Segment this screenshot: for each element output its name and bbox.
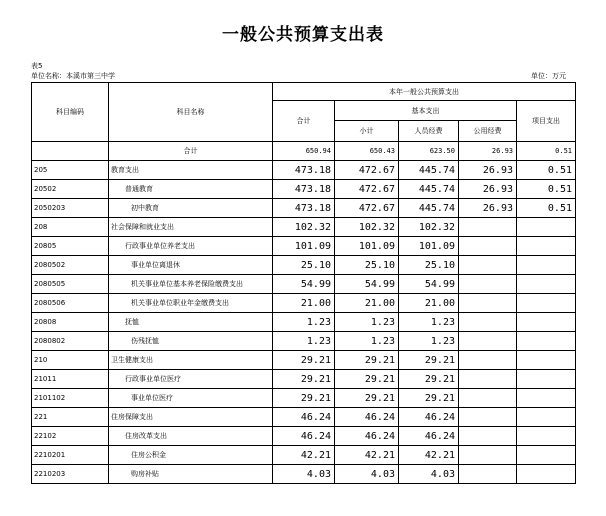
cell-total: 473.18 xyxy=(273,199,335,218)
cell-project xyxy=(517,389,576,408)
table-row xyxy=(32,161,576,180)
cell-subtotal: 46.24 xyxy=(335,408,399,427)
cell-personnel: 29.21 xyxy=(399,351,459,370)
cell-subtotal: 1.23 xyxy=(335,332,399,351)
header-name: 科目名称 xyxy=(109,83,273,142)
table-row xyxy=(32,446,576,465)
cell-code: 221 xyxy=(32,408,109,427)
header-group-top: 本年一般公共预算支出 xyxy=(273,83,576,101)
cell-code: 20502 xyxy=(32,180,109,199)
cell-public xyxy=(459,313,517,332)
table-row xyxy=(32,256,576,275)
cell-name: 机关事业单位职业年金缴费支出 xyxy=(109,294,273,313)
cell-project xyxy=(517,218,576,237)
cell-name: 抚恤 xyxy=(109,313,273,332)
cell-subtotal: 46.24 xyxy=(335,427,399,446)
cell-total: 1.23 xyxy=(273,313,335,332)
cell-project xyxy=(517,294,576,313)
cell-project xyxy=(517,351,576,370)
cell-personnel: 42.21 xyxy=(399,446,459,465)
cell-name: 普通教育 xyxy=(109,180,273,199)
cell-project xyxy=(517,332,576,351)
cell-project: 0.51 xyxy=(517,180,576,199)
cell-total: 473.18 xyxy=(273,161,335,180)
cell-project: 0.51 xyxy=(517,161,576,180)
cell-public xyxy=(459,465,517,484)
table-row xyxy=(32,332,576,351)
cell-total: 473.18 xyxy=(273,180,335,199)
table-row xyxy=(32,275,576,294)
table-row xyxy=(32,142,576,161)
header-subtotal: 小计 xyxy=(335,121,399,142)
cell-code: 20805 xyxy=(32,237,109,256)
cell-personnel: 102.32 xyxy=(399,218,459,237)
cell-total: 29.21 xyxy=(273,351,335,370)
cell-name: 伤残抚恤 xyxy=(109,332,273,351)
table-header xyxy=(32,83,576,142)
header-personnel: 人员经费 xyxy=(399,121,459,142)
table-row xyxy=(32,465,576,484)
table-row xyxy=(32,180,576,199)
cell-personnel: 21.00 xyxy=(399,294,459,313)
cell-public xyxy=(459,446,517,465)
cell-total: 21.00 xyxy=(273,294,335,313)
cell-name: 机关事业单位基本养老保险缴费支出 xyxy=(109,275,273,294)
cell-total: 1.23 xyxy=(273,332,335,351)
cell-subtotal: 472.67 xyxy=(335,199,399,218)
header-basic: 基本支出 xyxy=(335,101,517,121)
cell-code: 2080506 xyxy=(32,294,109,313)
cell-personnel: 1.23 xyxy=(399,313,459,332)
header-total: 合计 xyxy=(273,101,335,142)
cell-code: 2050203 xyxy=(32,199,109,218)
cell-personnel: 46.24 xyxy=(399,408,459,427)
table-body xyxy=(32,142,576,484)
cell-code: 2080802 xyxy=(32,332,109,351)
cell-code: 22102 xyxy=(32,427,109,446)
cell-name: 教育支出 xyxy=(109,161,273,180)
table-row xyxy=(32,408,576,427)
cell-project xyxy=(517,427,576,446)
cell-public xyxy=(459,389,517,408)
cell-personnel: 4.03 xyxy=(399,465,459,484)
cell-total: 25.10 xyxy=(273,256,335,275)
cell-name: 行政事业单位养老支出 xyxy=(109,237,273,256)
cell-code: 21011 xyxy=(32,370,109,389)
cell-code: 208 xyxy=(32,218,109,237)
cell-subtotal: 4.03 xyxy=(335,465,399,484)
cell-name: 卫生健康支出 xyxy=(109,351,273,370)
cell-project: 0.51 xyxy=(517,142,576,161)
cell-project xyxy=(517,446,576,465)
cell-name: 住房保障支出 xyxy=(109,408,273,427)
cell-total: 42.21 xyxy=(273,446,335,465)
header-public: 公用经费 xyxy=(459,121,517,142)
cell-public xyxy=(459,351,517,370)
cell-total: 46.24 xyxy=(273,408,335,427)
cell-subtotal: 54.99 xyxy=(335,275,399,294)
cell-code: 2080502 xyxy=(32,256,109,275)
cell-subtotal: 42.21 xyxy=(335,446,399,465)
cell-subtotal: 29.21 xyxy=(335,351,399,370)
cell-name: 住房改革支出 xyxy=(109,427,273,446)
cell-public xyxy=(459,256,517,275)
cell-public xyxy=(459,370,517,389)
cell-total: 650.94 xyxy=(273,142,335,161)
cell-project xyxy=(517,313,576,332)
cell-name: 购房补贴 xyxy=(109,465,273,484)
cell-subtotal: 102.32 xyxy=(335,218,399,237)
cell-subtotal: 21.00 xyxy=(335,294,399,313)
cell-personnel: 623.50 xyxy=(399,142,459,161)
table-row xyxy=(32,389,576,408)
cell-code: 205 xyxy=(32,161,109,180)
cell-personnel: 101.09 xyxy=(399,237,459,256)
table-row xyxy=(32,199,576,218)
cell-public xyxy=(459,294,517,313)
cell-public xyxy=(459,218,517,237)
cell-code: 2210203 xyxy=(32,465,109,484)
cell-personnel: 445.74 xyxy=(399,199,459,218)
budget-expenditure-table xyxy=(31,82,576,484)
cell-code: 2080505 xyxy=(32,275,109,294)
cell-project xyxy=(517,237,576,256)
cell-name: 社会保障和就业支出 xyxy=(109,218,273,237)
cell-total: 101.09 xyxy=(273,237,335,256)
cell-personnel: 445.74 xyxy=(399,161,459,180)
cell-public: 26.93 xyxy=(459,142,517,161)
table-row xyxy=(32,294,576,313)
table-number: 表5 xyxy=(31,62,43,70)
cell-subtotal: 1.23 xyxy=(335,313,399,332)
cell-personnel: 1.23 xyxy=(399,332,459,351)
unit-name: 单位名称：本溪市第三中学 xyxy=(31,72,115,80)
table-row xyxy=(32,427,576,446)
table-row xyxy=(32,313,576,332)
cell-subtotal: 25.10 xyxy=(335,256,399,275)
cell-name: 合计 xyxy=(109,142,273,161)
cell-personnel: 29.21 xyxy=(399,370,459,389)
header-code: 科目编码 xyxy=(32,83,109,142)
cell-project xyxy=(517,408,576,427)
cell-name: 住房公积金 xyxy=(109,446,273,465)
cell-personnel: 29.21 xyxy=(399,389,459,408)
cell-name: 初中教育 xyxy=(109,199,273,218)
cell-code: 210 xyxy=(32,351,109,370)
cell-subtotal: 472.67 xyxy=(335,161,399,180)
cell-project xyxy=(517,256,576,275)
cell-subtotal: 472.67 xyxy=(335,180,399,199)
cell-project xyxy=(517,370,576,389)
cell-personnel: 46.24 xyxy=(399,427,459,446)
cell-project: 0.51 xyxy=(517,199,576,218)
page-title: 一般公共预算支出表 xyxy=(222,25,384,45)
cell-total: 102.32 xyxy=(273,218,335,237)
cell-public: 26.93 xyxy=(459,199,517,218)
cell-public xyxy=(459,427,517,446)
cell-total: 46.24 xyxy=(273,427,335,446)
cell-personnel: 445.74 xyxy=(399,180,459,199)
table-row xyxy=(32,237,576,256)
cell-code xyxy=(32,142,109,161)
cell-public xyxy=(459,275,517,294)
cell-public xyxy=(459,237,517,256)
cell-public xyxy=(459,332,517,351)
cell-name: 事业单位医疗 xyxy=(109,389,273,408)
cell-personnel: 25.10 xyxy=(399,256,459,275)
currency-unit: 单位：万元 xyxy=(531,72,566,80)
cell-total: 54.99 xyxy=(273,275,335,294)
cell-total: 4.03 xyxy=(273,465,335,484)
cell-subtotal: 29.21 xyxy=(335,389,399,408)
cell-code: 2210201 xyxy=(32,446,109,465)
cell-personnel: 54.99 xyxy=(399,275,459,294)
table-row xyxy=(32,351,576,370)
cell-total: 29.21 xyxy=(273,389,335,408)
cell-name: 行政事业单位医疗 xyxy=(109,370,273,389)
cell-project xyxy=(517,465,576,484)
cell-subtotal: 29.21 xyxy=(335,370,399,389)
cell-public: 26.93 xyxy=(459,180,517,199)
table-row xyxy=(32,218,576,237)
cell-name: 事业单位离退休 xyxy=(109,256,273,275)
cell-total: 29.21 xyxy=(273,370,335,389)
cell-public: 26.93 xyxy=(459,161,517,180)
header-project: 项目支出 xyxy=(517,101,576,142)
cell-project xyxy=(517,275,576,294)
cell-public xyxy=(459,408,517,427)
cell-subtotal: 101.09 xyxy=(335,237,399,256)
cell-code: 20808 xyxy=(32,313,109,332)
cell-subtotal: 650.43 xyxy=(335,142,399,161)
cell-code: 2101102 xyxy=(32,389,109,408)
table-row xyxy=(32,370,576,389)
